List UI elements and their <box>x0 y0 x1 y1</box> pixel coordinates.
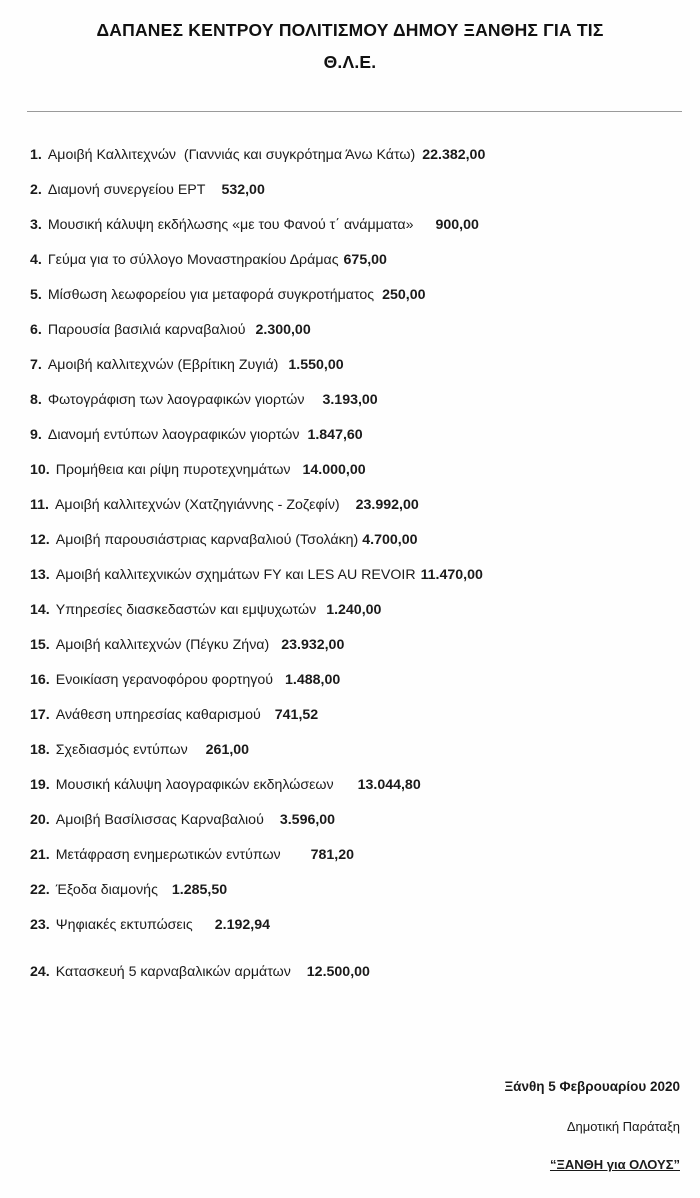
expense-number: 23. <box>30 917 50 933</box>
expense-number: 17. <box>30 707 50 723</box>
document-title-line2: Θ.Λ.Ε. <box>323 52 377 72</box>
expense-number: 13. <box>30 567 50 583</box>
expense-description: Ψηφιακές εκτυπώσεις <box>55 917 193 933</box>
expense-amount: 22.382,00 <box>422 147 486 163</box>
expense-amount: 2.192,94 <box>214 917 270 933</box>
expense-number: 10. <box>30 462 50 478</box>
expense-description: Έξοδα διαμονής <box>55 882 158 898</box>
expense-item <box>30 530 418 550</box>
expense-item <box>30 180 265 200</box>
expense-amount: 250,00 <box>382 287 426 303</box>
expense-item <box>30 600 381 620</box>
expense-amount: 23.932,00 <box>281 637 345 653</box>
expense-number: 15. <box>30 637 50 653</box>
expense-description: Αμοιβή παρουσιάστριας καρναβαλιού (Τσολάκη) <box>55 532 359 548</box>
expense-amount: 1.285,50 <box>171 882 228 898</box>
expense-item <box>30 250 387 270</box>
expense-number: 14. <box>30 602 50 618</box>
expense-number: 16. <box>30 672 50 688</box>
expense-amount: 261,00 <box>205 742 250 758</box>
expense-description: Παρουσία βασιλιά καρναβαλιού <box>47 322 246 338</box>
expense-amount: 1.550,00 <box>288 357 344 373</box>
expense-number: 9. <box>30 427 42 443</box>
expense-item <box>30 320 311 340</box>
expense-number: 12. <box>30 532 50 548</box>
expense-number: 20. <box>30 812 50 828</box>
expense-amount: 2.300,00 <box>255 322 311 338</box>
expense-number: 11. <box>30 497 49 513</box>
expense-description: Μουσική κάλυψη λαογραφικών εκδηλώσεων <box>55 777 334 793</box>
expense-number: 19. <box>30 777 50 793</box>
expense-item <box>30 810 335 830</box>
expense-description: Μίσθωση λεωφορείου για μεταφορά συγκροτήματος <box>47 287 375 303</box>
expense-description: Αμοιβή καλλιτεχνών (Χατζηγιάννης - Ζοζεφίν) <box>54 497 340 513</box>
expense-amount: 3.193,00 <box>322 392 378 408</box>
expense-amount: 4.700,00 <box>362 532 418 548</box>
expense-amount: 11.470,00 <box>420 567 483 583</box>
expense-item <box>30 915 270 935</box>
signature-slogan: “ΞΑΝΘΗ για ΟΛΟΥΣ” <box>549 1157 680 1172</box>
expense-item <box>30 495 419 515</box>
expense-amount: 781,20 <box>310 847 355 863</box>
expense-item <box>30 215 479 235</box>
expense-amount: 12.500,00 <box>306 964 370 980</box>
expense-amount: 900,00 <box>435 217 479 233</box>
expense-item <box>30 565 483 585</box>
expense-amount: 23.992,00 <box>355 497 419 513</box>
expense-item <box>30 705 318 725</box>
expense-number: 24. <box>30 964 50 980</box>
expense-amount: 3.596,00 <box>279 812 336 828</box>
expense-item <box>30 880 227 900</box>
expense-description: Μετάφραση ενημερωτικών εντύπων <box>55 847 281 863</box>
header-divider <box>27 111 682 112</box>
expense-amount: 14.000,00 <box>302 462 366 478</box>
expense-description: Αμοιβή καλλιτεχνών (Πέγκυ Ζήνα) <box>55 637 270 653</box>
expense-description: Γεύμα για το σύλλογο Μοναστηρακίου Δράμας <box>47 252 339 268</box>
expense-number: 21. <box>30 847 50 863</box>
expense-description: Σχεδιασμός εντύπων <box>55 742 188 758</box>
expense-amount: 532,00 <box>221 182 265 198</box>
expense-item <box>30 845 354 865</box>
expense-description: Μουσική κάλυψη εκδήλωσης «με του Φανού τ΄ ανάμματα» <box>47 217 414 233</box>
expense-description: Κατασκευή 5 καρναβαλικών αρμάτων <box>55 964 291 980</box>
expense-number: 5. <box>30 287 42 303</box>
expense-item <box>30 962 370 982</box>
expense-number: 8. <box>30 392 42 408</box>
expense-description: Διαμονή συνεργείου ΕΡΤ <box>47 182 206 198</box>
expense-item <box>30 670 340 690</box>
expense-number: 2. <box>30 182 42 198</box>
expense-item <box>30 460 366 480</box>
expense-item <box>30 390 378 410</box>
expense-description: Αμοιβή Καλλιτεχνών (Γιαννιάς και συγκρότημα Άνω Κάτω) <box>47 147 416 163</box>
expense-item <box>30 285 426 305</box>
expense-item <box>30 775 421 795</box>
expense-amount: 741,52 <box>274 707 319 723</box>
expense-description: Υπηρεσίες διασκεδαστών και εμψυχωτών <box>55 602 317 618</box>
expense-number: 7. <box>30 357 42 373</box>
expense-amount: 1.240,00 <box>326 602 382 618</box>
expense-description: Προμήθεια και ρίψη πυροτεχνημάτων <box>55 462 291 478</box>
expense-amount: 675,00 <box>343 252 387 268</box>
expense-amount: 1.488,00 <box>285 672 341 688</box>
expense-item <box>30 355 344 375</box>
expense-description: Διανομή εντύπων λαογραφικών γιορτών <box>47 427 300 443</box>
expense-number: 1. <box>30 147 42 163</box>
document-title-line1: ΔΑΠΑΝΕΣ ΚΕΝΤΡΟΥ ΠΟΛΙΤΙΣΜΟΥ ΔΗΜΟΥ ΞΑΝΘΗΣ ΓΙΑ ΤΙΣ <box>96 20 604 40</box>
expense-amount: 13.044,80 <box>357 777 421 793</box>
expense-description: Αμοιβή καλλιτεχνών (Εβρίτικη Ζυγιά) <box>47 357 279 373</box>
expense-description: Αμοιβή Βασίλισσας Καρναβαλιού <box>55 812 264 828</box>
expense-number: 22. <box>30 882 50 898</box>
expense-number: 18. <box>30 742 50 758</box>
expense-item <box>30 145 485 165</box>
expense-amount: 1.847,60 <box>307 427 363 443</box>
signature-organization: Δημοτική Παράταξη <box>566 1119 680 1134</box>
expense-item <box>30 740 249 760</box>
expense-description: Ανάθεση υπηρεσίας καθαρισμού <box>55 707 261 723</box>
expense-item <box>30 425 363 445</box>
expense-description: Ενοικίαση γερανοφόρου φορτηγού <box>55 672 273 688</box>
expense-description: Αμοιβή καλλιτεχνικών σχημάτων FY και LES AU REVOIR <box>55 567 416 583</box>
expense-number: 3. <box>30 217 42 233</box>
expense-description: Φωτογράφιση των λαογραφικών γιορτών <box>47 392 305 408</box>
expense-item <box>30 635 344 655</box>
expense-number: 4. <box>30 252 42 268</box>
expense-number: 6. <box>30 322 42 338</box>
signature-date: Ξάνθη 5 Φεβρουαρίου 2020 <box>504 1079 680 1094</box>
